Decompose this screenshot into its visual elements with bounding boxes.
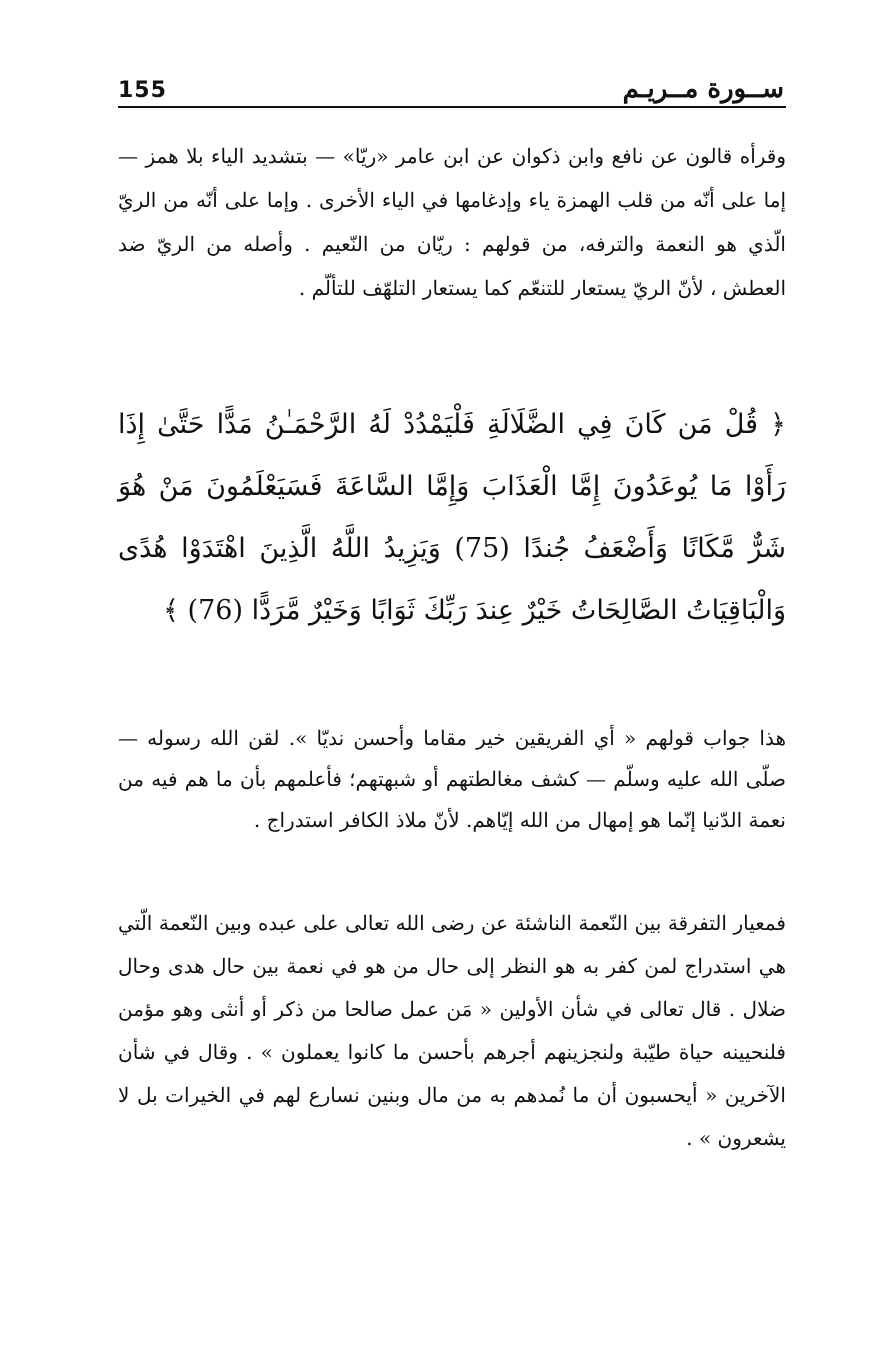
surah-title: ســورة مــريـم — [622, 74, 784, 104]
commentary-paragraph-2 — [118, 718, 786, 841]
quran-verse-block — [118, 394, 786, 642]
page-number: 155 — [118, 78, 167, 103]
paragraph-text: وقرأه قالون عن نافع وابن ذكوان عن ابن عامر «ريّا» — بتشديد الياء بلا همز — إما على أنّه من قلب الهمزة ياء وإدغامها في الياء الأخرى . وإما على أنّه من الريّ الّذي هو النعمة والترفه، من قولهم : ريّان من النّعيم . وأصله من الريّ ضد العطش ، لأنّ الريّ يستعار للتنعّم كما يستعار التلهّف للتألّم . — [118, 144, 786, 300]
paragraph-text: هذا جواب قولهم « أي الفريقين خير مقاما وأحسن نديّا ». لقن الله رسوله — صلّى الله عليه وسلّم — كشف مغالطتهم أو شبهتهم؛ فأعلمهم بأن ما هم فيه من نعمة الدّنيا إنّما هو إمهال من الله إيّاهم. لأنّ ملاذ الكافر استدراج . — [118, 726, 786, 832]
paragraph-text: فمعيار التفرقة بين النّعمة الناشئة عن رضى الله تعالى على عبده وبين النّعمة الّتي هي استدراج لمن كفر به هو النظر إلى حال من هو في نعمة بين حال هدى وحال ضلال . قال تعالى في شأن الأولين « مَن عمل صالحا من ذكر أو أنثى وهو مؤمن فلنحيينه حياة طيّبة ولنجزينهم أجرهم بأحسن ما كانوا يعملون » . وقال في شأن الآخرين « أيحسبون أن ما نُمدهم به من مال وبنين نسارع لهم في الخيرات بل لا يشعرون » . — [118, 911, 786, 1150]
verse-text: ﴿ قُلْ مَن كَانَ فِي الضَّلَالَةِ فَلْيَمْدُدْ لَهُ الرَّحْمَـٰنُ مَدًّا حَتَّىٰ إِذَا رَأَوْا مَا يُوعَدُونَ إِمَّا الْعَذَابَ وَإِمَّا السَّاعَةَ فَسَيَعْلَمُونَ مَنْ هُوَ شَرٌّ مَّكَانًا وَأَضْعَفُ جُندًا (75) وَيَزِيدُ اللَّهُ الَّذِينَ اهْتَدَوْا هُدًى وَالْبَاقِيَاتُ الصَّالِحَاتُ خَيْرٌ عِندَ رَبِّكَ ثَوَابًا وَخَيْرٌ مَّرَدًّا (76) ﴾ — [118, 409, 786, 626]
commentary-paragraph-3 — [118, 902, 786, 1160]
header-divider — [118, 106, 786, 108]
commentary-paragraph-1 — [118, 134, 786, 310]
